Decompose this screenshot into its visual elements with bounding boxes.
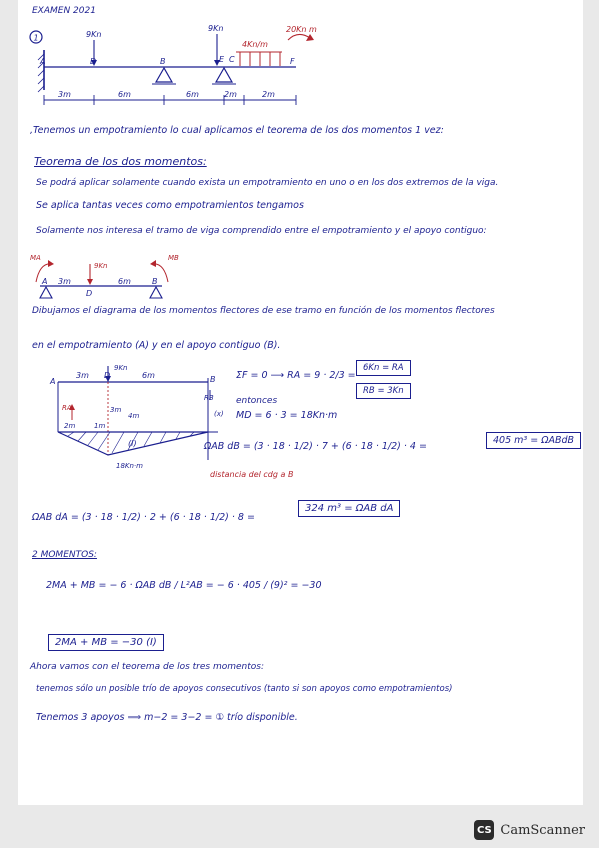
eq-entonces: entonces	[236, 396, 278, 406]
md-h3: 3m	[110, 406, 122, 414]
eq-omega-da: ΩAB dA = (3 · 18 · 1/2) · 2 + (6 · 18 · 1/2) · 8 =	[32, 512, 255, 523]
md-label-d: D	[104, 371, 111, 380]
md-load: 9Kn	[114, 364, 128, 372]
beam-diagram-1	[18, 0, 358, 115]
text-line-9: Tenemos 3 apoyos ⟹ m−2 = 3−2 = ① trío disponible.	[36, 712, 298, 723]
eq-two-moments: 2MA + MB = − 6 · ΩAB dB / L²AB = − 6 · 405 / (9)² = −30	[46, 580, 322, 591]
md-ra: RA	[62, 404, 72, 412]
beam2-ma: MA	[30, 254, 41, 262]
box-eq-i: 2MA + MB = −30 (I)	[48, 634, 164, 651]
exam-title: EXAMEN 2021	[32, 6, 96, 16]
md-h4: 4m	[128, 412, 140, 420]
box-rb: RB = 3Kn	[356, 383, 411, 399]
text-line-7: Ahora vamos con el teorema de los tres momentos:	[30, 662, 264, 672]
beam1-label-d: D	[90, 57, 97, 66]
md-dim-2: 6m	[142, 371, 155, 380]
text-line-6: en el empotramiento (A) y en el apoyo contiguo (B).	[32, 340, 281, 351]
md-area: (I)	[128, 439, 137, 448]
camscanner-icon: CS	[474, 820, 494, 840]
beam1-dim-1: 3m	[58, 90, 71, 99]
beam2-dim-2: 6m	[118, 277, 131, 286]
beam1-load-p2: 9Kn	[208, 24, 224, 33]
problem-number: 1	[33, 33, 39, 43]
text-line-2: Se podrá aplicar solamente cuando exista un empotramiento en uno o en los dos extremos de la viga.	[36, 178, 499, 188]
beam1-dim-5: 2m	[262, 90, 275, 99]
camscanner-brand: CamScanner	[500, 822, 585, 838]
md-dim-1: 3m	[76, 371, 89, 380]
eq-omega-db: ΩAB dB = (3 · 18 · 1/2) · 7 + (6 · 18 · 1/2) · 4 =	[204, 441, 427, 452]
beam1-dim-4: 2m	[224, 90, 237, 99]
text-line-1: ,Tenemos un empotramiento lo cual aplicamos el teorema de los dos momentos 1 vez:	[30, 125, 444, 136]
moment-diagram	[38, 360, 238, 480]
scanned-page	[18, 0, 583, 805]
md-xlabel: (x)	[214, 410, 224, 418]
beam2-label-b: B	[152, 277, 158, 286]
beam1-label-c: C	[229, 55, 235, 64]
box-omega-db: 405 m³ = ΩABdB	[486, 432, 581, 449]
theorem-title: Teorema de los dos momentos:	[34, 155, 207, 168]
text-line-5: Dibujamos el diagrama de los momentos flectores de ese tramo en función de los momentos flectores	[32, 306, 495, 316]
md-value: 18Kn·m	[116, 462, 143, 470]
beam1-label-f: F	[290, 57, 295, 66]
box-ra: 6Kn = RA	[356, 360, 411, 376]
beam1-label-b: B	[160, 57, 166, 66]
eq-sum-forces: ΣF = 0 ⟶ RA = 9 · 2/3 =	[236, 370, 356, 381]
md-h1: 2m	[64, 422, 76, 430]
beam2-label-a: A	[42, 277, 48, 286]
text-line-3: Se aplica tantas veces como empotramientos tengamos	[36, 200, 304, 211]
beam1-dim-2: 6m	[118, 90, 131, 99]
md-h2: 1m	[94, 422, 106, 430]
beam2-load: 9Kn	[94, 262, 108, 270]
beam2-mb: MB	[168, 254, 179, 262]
beam1-load-p1: 9Kn	[86, 30, 102, 39]
note-cdg: distancia del cdg a B	[210, 470, 294, 479]
beam1-label-e: E	[219, 55, 225, 64]
eq-md: MD = 6 · 3 = 18Kn·m	[236, 410, 338, 421]
box-omega-da: 324 m³ = ΩAB dA	[298, 500, 400, 517]
beam1-dim-3: 6m	[186, 90, 199, 99]
md-rb: RB	[204, 394, 214, 402]
md-label-a: A	[50, 377, 56, 386]
text-line-4: Solamente nos interesa el tramo de viga comprendido entre el empotramiento y el apoyo contiguo:	[36, 226, 487, 236]
beam-diagram-2	[18, 250, 188, 310]
beam2-dim-1: 3m	[58, 277, 71, 286]
text-line-8: tenemos sólo un posible trío de apoyos consecutivos (tanto si son apoyos como empotramientos)	[36, 684, 453, 694]
two-moments-title: 2 MOMENTOS:	[32, 550, 97, 560]
beam1-load-moment: 20Kn m	[286, 25, 317, 34]
camscanner-watermark	[474, 820, 585, 840]
beam2-label-d: D	[86, 289, 93, 298]
md-label-b: B	[210, 375, 216, 384]
beam1-label-a: A	[40, 57, 46, 66]
beam1-load-dist: 4Kn/m	[242, 40, 268, 49]
